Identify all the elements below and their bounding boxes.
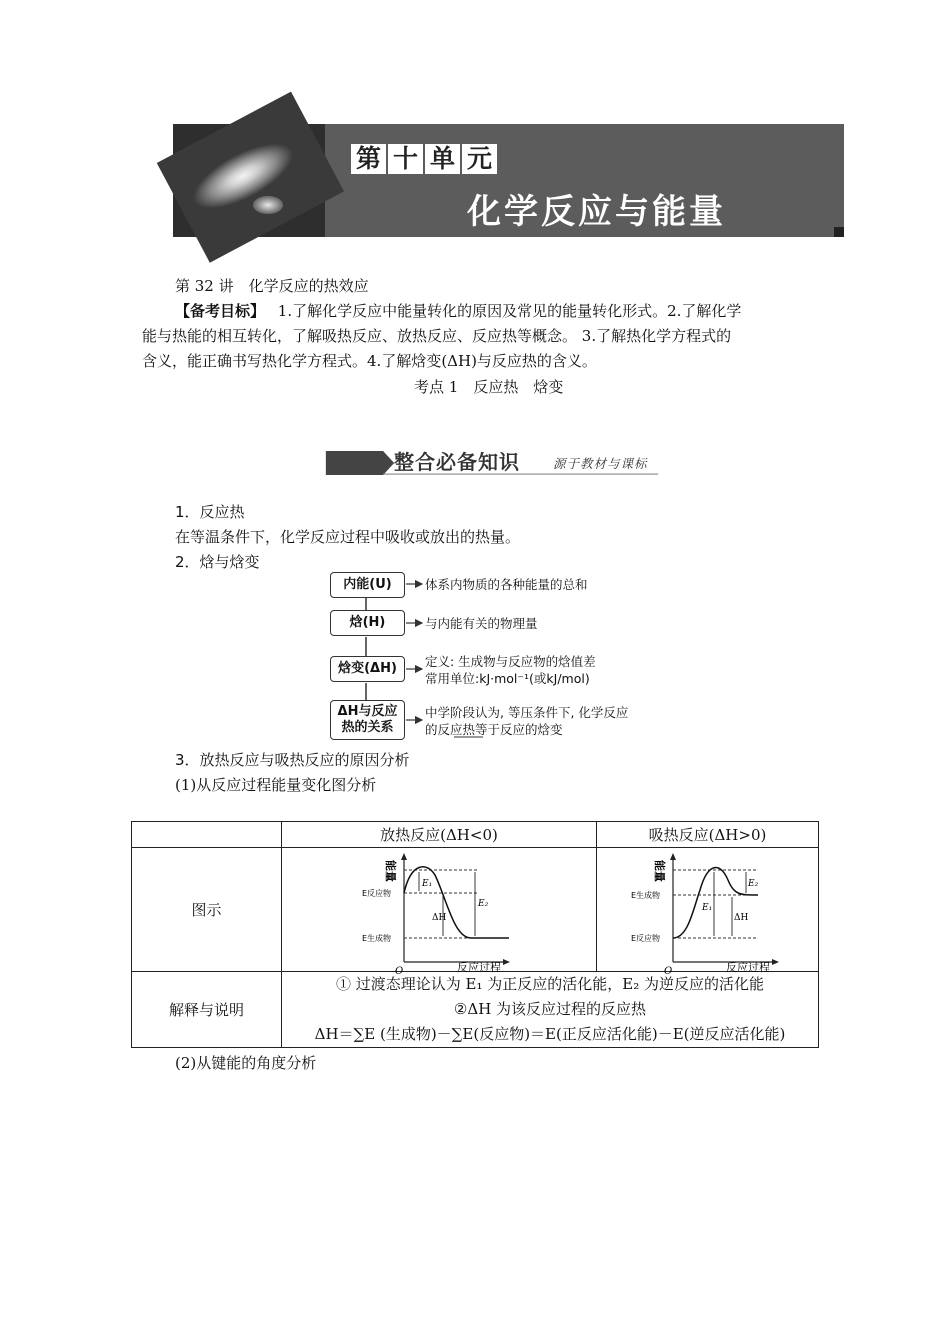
unit-char-2: 十 (388, 144, 423, 174)
flow-note-relation-1: 中学阶段认为, 等压条件下, 化学反应 (425, 705, 629, 720)
chapter-banner (173, 124, 844, 237)
flow-note-internal-energy: 体系内物质的各种能量的总和 (425, 577, 588, 592)
goals-line-3: 含义，能正确书写热化学方程式。4.了解焓变(ΔH)与反应热的含义。 (142, 352, 597, 370)
banner-title: 化学反应与能量 (467, 192, 726, 232)
flow-note-definition: 定义: 生成物与反应物的焓值差 (425, 654, 596, 669)
goals-text-1: 1.了解化学反应中能量转化的原因及常见的能量转化形式。2.了解化学 (277, 302, 742, 320)
flow-note-unit: 常用单位:kJ·mol⁻¹(或kJ/mol) (425, 671, 590, 686)
table-cell-endo-graph (597, 848, 819, 977)
exo-y-label: 能量 (384, 859, 397, 882)
section-header-arrow (326, 451, 394, 475)
item-heading-3: 3．放热反应与吸热反应的原因分析 (175, 751, 410, 769)
flow-relation-line-2: 热的关系 (341, 720, 394, 735)
table-row-diagram (132, 848, 819, 972)
flow-note-enthalpy: 与内能有关的物理量 (425, 616, 538, 631)
item-heading-2: 2．焓与焓变 (175, 553, 260, 571)
endo-dh-label: ΔH (733, 912, 748, 923)
reaction-comparison-table (131, 821, 819, 1048)
endo-e1-label: E₁ (701, 902, 712, 913)
flow-box-enthalpy: 焓(H) (330, 610, 405, 636)
endo-origin: O (663, 965, 672, 977)
table-label-explain: 解释与说明 (132, 972, 282, 1048)
table-cell-exo-graph (282, 848, 597, 977)
topic-number: 考点 1 (414, 378, 459, 396)
explain-line-2: ②ΔH 为该反应过程的反应热 (453, 1000, 647, 1018)
endo-x-label: 反应过程 (725, 960, 770, 974)
exo-reactant-label: E反应物 (362, 888, 392, 898)
exo-e1-label: E₁ (422, 878, 433, 889)
topic-heading (414, 374, 563, 400)
galaxy-satellite-image (253, 196, 283, 214)
endo-e2-label: E₂ (747, 878, 758, 889)
flow-box-internal-energy: 内能(U) (330, 572, 405, 598)
item-subheading-1: (1)从反应过程能量变化图分析 (175, 776, 377, 794)
topic-title: 反应热 焓变 (473, 378, 564, 396)
item-paragraph-1: 在等温条件下，化学反应过程中吸收或放出的热量。 (175, 528, 521, 546)
exo-energy-curve (404, 866, 509, 937)
explain-line-3: ΔH＝∑E (生成物)－∑E(反应物)＝E(正反应活化能)－E(逆反应活化能) (314, 1025, 786, 1043)
table-header-row (132, 822, 819, 848)
endo-product-label: E生成物 (630, 890, 660, 900)
exo-origin: O (395, 965, 404, 977)
goals-line-1 (175, 298, 741, 324)
lecture-number: 第 32 讲 (175, 277, 234, 295)
endo-reactant-label: E反应物 (630, 933, 660, 943)
endothermic-energy-graph (628, 850, 788, 977)
table-header-endothermic: 吸热反应(ΔH>0) (597, 822, 819, 848)
flow-relation-line-1: ΔH与反应 (337, 704, 398, 719)
lecture-title: 化学反应的热效应 (248, 277, 369, 295)
goals-line-2: 能与热能的相互转化，了解吸热反应、放热反应、反应热等概念。 3.了解热化学方程式的 (142, 327, 732, 345)
table-row-explain (132, 972, 819, 1048)
unit-char-3: 单 (425, 144, 460, 174)
table-cell-explain (282, 972, 819, 1048)
section-title: 整合必备知识 (394, 450, 520, 474)
section-subtitle: 源于教材与课标 (553, 456, 648, 471)
endo-y-label: 能量 (652, 859, 666, 882)
exo-x-label: 反应过程 (457, 960, 501, 974)
flow-note-relation-2: 的反应热等于反应的焓变 (425, 722, 563, 737)
exo-dh-label: ΔH (432, 912, 447, 923)
item-heading-1: 1．反应热 (175, 503, 245, 521)
exo-e2-label: E₂ (478, 898, 489, 909)
table-label-diagram: 图示 (132, 848, 282, 972)
table-header-empty (132, 822, 282, 848)
galaxy-image (157, 92, 344, 263)
unit-char-4: 元 (462, 144, 497, 174)
explain-line-1: ① 过渡态理论认为 E₁ 为正反应的活化能，E₂ 为逆反应的活化能 (335, 975, 764, 993)
flow-box-enthalpy-change: 焓变(ΔH) (330, 656, 405, 682)
table-header-exothermic: 放热反应(ΔH<0) (282, 822, 597, 848)
endo-energy-curve (673, 867, 758, 937)
exo-product-label: E生成物 (362, 933, 392, 943)
unit-char-1: 第 (351, 144, 386, 174)
goals-label: 【备考目标】 (175, 302, 266, 320)
exothermic-energy-graph (359, 850, 519, 977)
lecture-heading (175, 273, 369, 299)
flow-box-relation (330, 700, 405, 740)
item-subheading-2: (2)从键能的角度分析 (175, 1054, 317, 1072)
banner-corner-mark (834, 227, 844, 237)
